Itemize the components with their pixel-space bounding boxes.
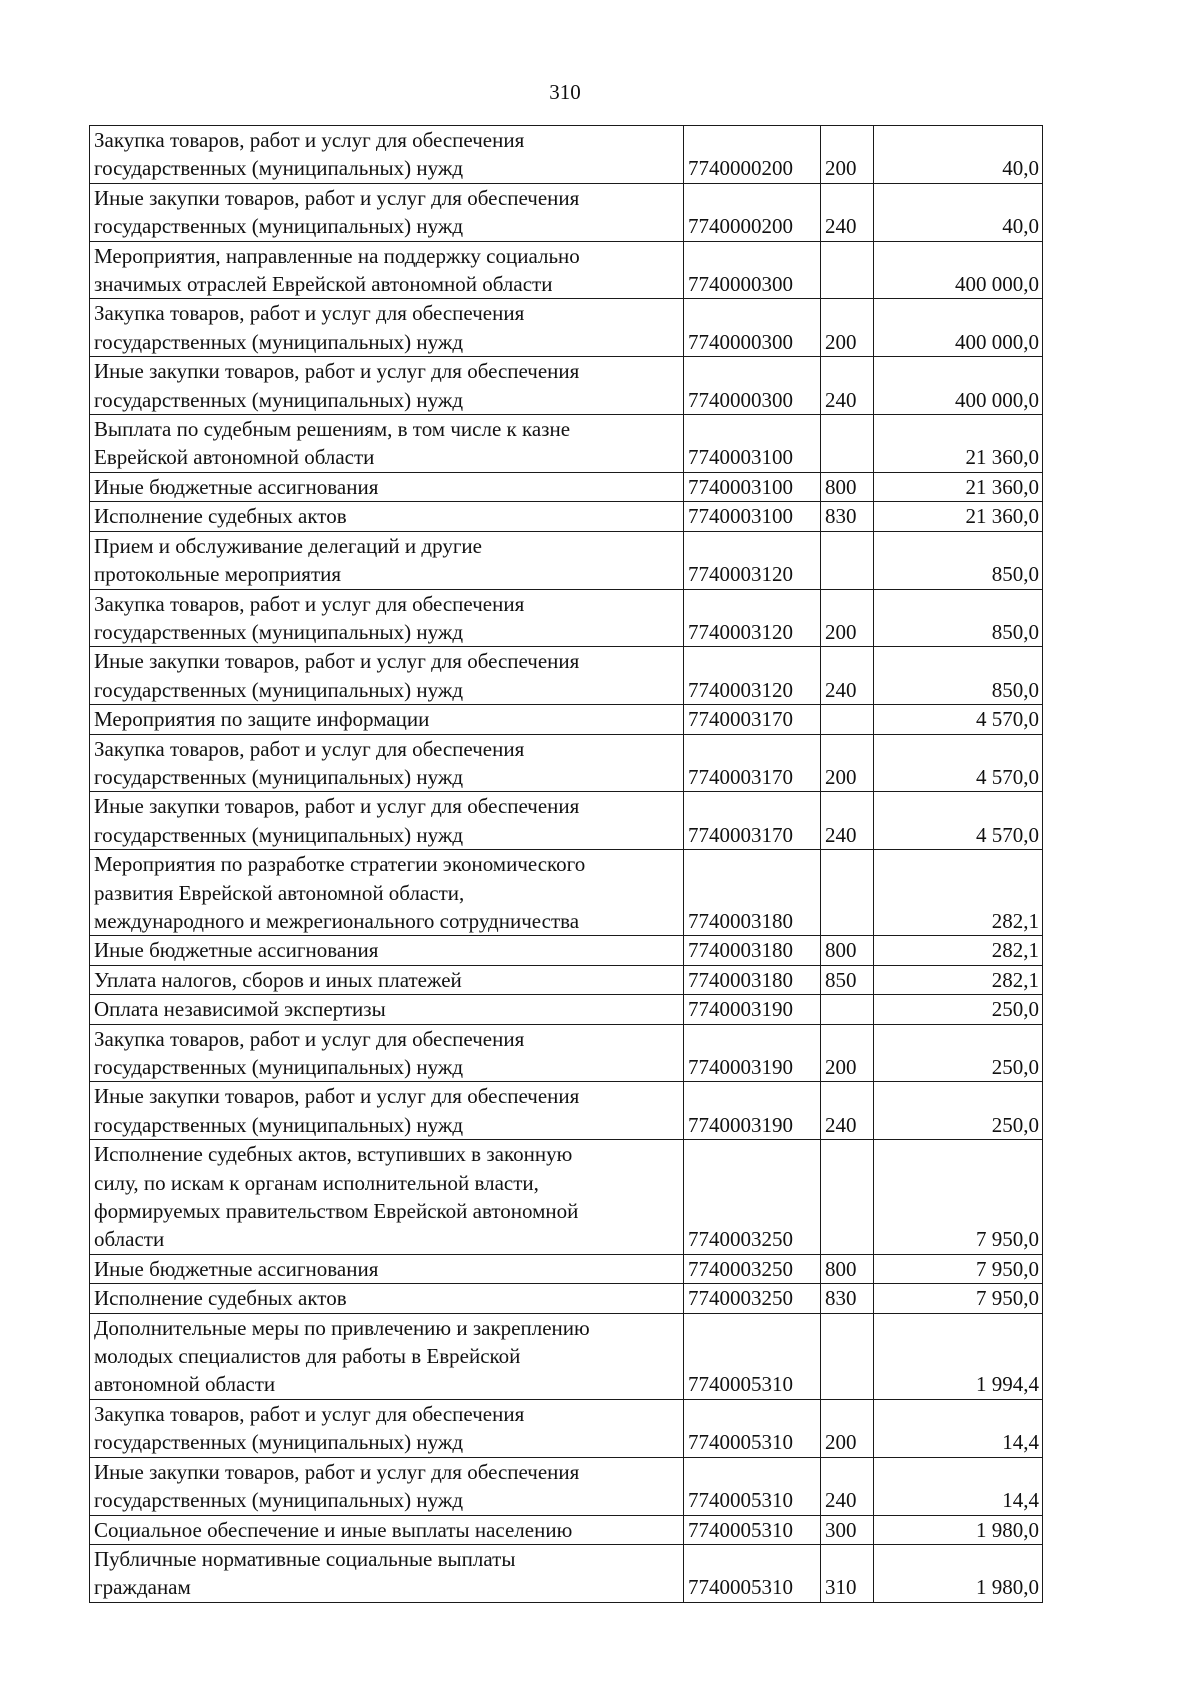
expense-type-cell: 240	[821, 647, 874, 705]
target-code-cell: 7740003180	[684, 850, 821, 936]
expense-name-line: области	[94, 1227, 165, 1252]
amount-cell: 400 000,0	[874, 241, 1043, 299]
expense-name-line: государственных (муниципальных) нужд	[94, 619, 464, 644]
expense-name-cell	[90, 1544, 684, 1602]
expense-name-cell	[90, 1140, 684, 1255]
expense-name-line: Закупка товаров, работ и услуг для обеспечения	[94, 591, 525, 616]
target-code-cell: 7740003250	[684, 1284, 821, 1313]
expense-name-cell	[90, 241, 684, 299]
expense-name-line: государственных (муниципальных) нужд	[94, 1055, 464, 1079]
target-code-cell: 7740003120	[684, 589, 821, 647]
target-code-cell: 7740000300	[684, 299, 821, 357]
expense-name-line: Иные закупки товаров, работ и услуг для обеспечения	[94, 359, 580, 384]
amount-cell: 40,0	[874, 126, 1043, 184]
expense-name-cell	[90, 1457, 684, 1515]
expense-name-line: Закупка товаров, работ и услуг для обеспечения	[94, 1401, 525, 1426]
target-code-cell: 7740003190	[684, 995, 821, 1024]
expense-name-cell	[90, 792, 684, 850]
expense-name-line: Мероприятия по разработке стратегии экономического	[94, 852, 586, 877]
expense-name-line: Оплата независимой экспертизы	[94, 997, 386, 1022]
table-row	[90, 241, 1043, 299]
table-row	[90, 531, 1043, 589]
expense-name-line: государственных (муниципальных) нужд	[94, 156, 464, 181]
amount-cell: 1 980,0	[874, 1544, 1043, 1602]
expense-name-line: Иные закупки товаров, работ и услуг для обеспечения	[94, 649, 580, 674]
target-code-cell: 7740003120	[684, 531, 821, 589]
expense-type-cell: 830	[821, 502, 874, 531]
target-code-cell: 7740003170	[684, 792, 821, 850]
expense-name-line: Исполнение судебных актов	[94, 504, 347, 529]
expense-name-cell	[90, 1313, 684, 1399]
expense-name-cell	[90, 965, 684, 994]
target-code-cell: 7740003180	[684, 936, 821, 965]
expense-name-line: молодых специалистов для работы в Еврейской	[94, 1344, 521, 1369]
table-row	[90, 792, 1043, 850]
target-code-cell: 7740003190	[684, 1082, 821, 1140]
expense-name-line: Иные бюджетные ассигнования	[94, 474, 379, 499]
expense-name-line: Закупка товаров, работ и услуг для обеспечения	[94, 736, 525, 761]
table-row	[90, 936, 1043, 965]
expense-type-cell: 240	[821, 183, 874, 241]
table-row	[90, 299, 1043, 357]
target-code-cell: 7740003100	[684, 502, 821, 531]
target-code-cell: 7740003250	[684, 1254, 821, 1283]
amount-cell: 7 950,0	[874, 1140, 1043, 1255]
table-row	[90, 1544, 1043, 1602]
table-row	[90, 126, 1043, 184]
amount-cell: 21 360,0	[874, 415, 1043, 473]
amount-cell: 7 950,0	[874, 1254, 1043, 1283]
table-row	[90, 1024, 1043, 1082]
target-code-cell: 7740003180	[684, 965, 821, 994]
expense-type-cell: 200	[821, 126, 874, 184]
expense-name-line: развития Еврейской автономной области,	[94, 880, 465, 905]
amount-cell: 1 994,4	[874, 1313, 1043, 1399]
expense-name-line: автономной области	[94, 1372, 276, 1397]
budget-table	[89, 125, 1043, 1603]
expense-name-line: Мероприятия по защите информации	[94, 707, 430, 732]
table-row	[90, 1140, 1043, 1255]
target-code-cell: 7740005310	[684, 1544, 821, 1602]
target-code-cell: 7740005310	[684, 1457, 821, 1515]
amount-cell: 40,0	[874, 183, 1043, 241]
amount-cell: 282,1	[874, 965, 1043, 994]
expense-name-line: государственных (муниципальных) нужд	[94, 1488, 464, 1513]
expense-name-line: Иные закупки товаров, работ и услуг для обеспечения	[94, 185, 580, 210]
expense-name-line: Иные бюджетные ассигнования	[94, 1256, 379, 1281]
amount-cell: 4 570,0	[874, 705, 1043, 734]
amount-cell: 850,0	[874, 531, 1043, 589]
expense-name-line: международного и межрегионального сотрудничества	[94, 908, 580, 933]
expense-name-cell	[90, 1284, 684, 1313]
expense-type-cell: 240	[821, 792, 874, 850]
target-code-cell: 7740000200	[684, 183, 821, 241]
table-row	[90, 850, 1043, 936]
expense-name-line: Иные закупки товаров, работ и услуг для обеспечения	[94, 1459, 580, 1484]
expense-type-cell	[821, 1140, 874, 1255]
expense-name-line: формируемых правительством Еврейской автономной	[94, 1199, 579, 1224]
amount-cell: 250,0	[874, 995, 1043, 1024]
table-row	[90, 357, 1043, 415]
expense-name-line: гражданам	[94, 1575, 191, 1600]
expense-name-line: Иные закупки товаров, работ и услуг для обеспечения	[94, 794, 580, 819]
expense-name-cell	[90, 357, 684, 415]
expense-name-line: государственных (муниципальных) нужд	[94, 387, 464, 412]
expense-name-cell	[90, 126, 684, 184]
expense-type-cell: 850	[821, 965, 874, 994]
amount-cell: 14,4	[874, 1399, 1043, 1457]
target-code-cell: 7740003170	[684, 705, 821, 734]
expense-name-line: Дополнительные меры по привлечению и закреплению	[94, 1315, 590, 1340]
expense-name-cell	[90, 299, 684, 357]
expense-name-line: значимых отраслей Еврейской автономной области	[94, 272, 553, 297]
expense-name-line: Публичные нормативные социальные выплаты	[94, 1546, 516, 1571]
expense-name-line: силу, по искам к органам исполнительной власти,	[94, 1170, 539, 1195]
table-row	[90, 1284, 1043, 1313]
expense-name-cell	[90, 183, 684, 241]
target-code-cell: 7740003170	[684, 734, 821, 792]
expense-name-line: государственных (муниципальных) нужд	[94, 214, 464, 239]
expense-name-cell	[90, 995, 684, 1024]
amount-cell: 850,0	[874, 589, 1043, 647]
expense-type-cell: 240	[821, 1457, 874, 1515]
expense-name-line: государственных (муниципальных) нужд	[94, 677, 464, 702]
expense-name-cell	[90, 472, 684, 501]
expense-name-line: Прием и обслуживание делегаций и другие	[94, 533, 482, 558]
expense-name-line: Выплата по судебным решениям, в том числе к казне	[94, 417, 571, 442]
expense-type-cell	[821, 850, 874, 936]
expense-name-cell	[90, 415, 684, 473]
expense-type-cell: 240	[821, 1082, 874, 1140]
table-row	[90, 995, 1043, 1024]
expense-name-cell	[90, 1024, 684, 1082]
table-row	[90, 965, 1043, 994]
amount-cell: 400 000,0	[874, 357, 1043, 415]
expense-name-cell	[90, 705, 684, 734]
table-row	[90, 1515, 1043, 1544]
target-code-cell: 7740003100	[684, 472, 821, 501]
expense-name-cell	[90, 1399, 684, 1457]
table-row	[90, 1254, 1043, 1283]
expense-name-line: государственных (муниципальных) нужд	[94, 764, 464, 789]
target-code-cell: 7740005310	[684, 1313, 821, 1399]
amount-cell: 850,0	[874, 647, 1043, 705]
target-code-cell: 7740003100	[684, 415, 821, 473]
expense-name-cell	[90, 589, 684, 647]
expense-name-cell	[90, 502, 684, 531]
target-code-cell: 7740005310	[684, 1399, 821, 1457]
table-row	[90, 502, 1043, 531]
budget-table-body	[90, 126, 1043, 1603]
expense-type-cell: 800	[821, 936, 874, 965]
expense-name-cell	[90, 1515, 684, 1544]
expense-name-cell	[90, 1254, 684, 1283]
expense-type-cell: 300	[821, 1515, 874, 1544]
table-row	[90, 589, 1043, 647]
expense-name-line: Иные бюджетные ассигнования	[94, 938, 379, 963]
expense-name-line: Закупка товаров, работ и услуг для обеспечения	[94, 128, 525, 152]
expense-type-cell: 310	[821, 1544, 874, 1602]
expense-name-line: Исполнение судебных актов, вступивших в законную	[94, 1142, 573, 1167]
amount-cell: 250,0	[874, 1024, 1043, 1082]
expense-name-line: Уплата налогов, сборов и иных платежей	[94, 967, 462, 992]
amount-cell: 400 000,0	[874, 299, 1043, 357]
expense-type-cell	[821, 1313, 874, 1399]
table-row	[90, 1082, 1043, 1140]
amount-cell: 14,4	[874, 1457, 1043, 1515]
target-code-cell: 7740000300	[684, 357, 821, 415]
amount-cell: 250,0	[874, 1082, 1043, 1140]
table-row	[90, 472, 1043, 501]
table-row	[90, 1313, 1043, 1399]
expense-type-cell	[821, 415, 874, 473]
expense-name-cell	[90, 850, 684, 936]
target-code-cell: 7740000300	[684, 241, 821, 299]
target-code-cell: 7740000200	[684, 126, 821, 184]
amount-cell: 282,1	[874, 936, 1043, 965]
expense-type-cell: 200	[821, 734, 874, 792]
expense-type-cell: 200	[821, 1024, 874, 1082]
expense-type-cell	[821, 705, 874, 734]
expense-name-line: государственных (муниципальных) нужд	[94, 822, 464, 847]
table-row	[90, 734, 1043, 792]
amount-cell: 7 950,0	[874, 1284, 1043, 1313]
expense-name-cell	[90, 647, 684, 705]
expense-type-cell: 830	[821, 1284, 874, 1313]
amount-cell: 4 570,0	[874, 792, 1043, 850]
target-code-cell: 7740005310	[684, 1515, 821, 1544]
amount-cell: 21 360,0	[874, 472, 1043, 501]
expense-type-cell: 800	[821, 1254, 874, 1283]
expense-name-cell	[90, 1082, 684, 1140]
expense-name-line: государственных (муниципальных) нужд	[94, 1112, 464, 1137]
expense-type-cell: 200	[821, 589, 874, 647]
expense-name-cell	[90, 531, 684, 589]
amount-cell: 1 980,0	[874, 1515, 1043, 1544]
table-row	[90, 415, 1043, 473]
expense-type-cell: 800	[821, 472, 874, 501]
expense-name-cell	[90, 734, 684, 792]
expense-name-line: государственных (муниципальных) нужд	[94, 329, 464, 354]
expense-type-cell	[821, 241, 874, 299]
amount-cell: 282,1	[874, 850, 1043, 936]
expense-name-line: Мероприятия, направленные на поддержку социально	[94, 243, 580, 268]
table-row	[90, 647, 1043, 705]
table-row	[90, 183, 1043, 241]
expense-name-line: протокольные мероприятия	[94, 562, 342, 587]
expense-name-line: Исполнение судебных актов	[94, 1286, 347, 1311]
page-number: 310	[549, 80, 581, 104]
expense-type-cell	[821, 995, 874, 1024]
target-code-cell: 7740003190	[684, 1024, 821, 1082]
expense-type-cell: 200	[821, 299, 874, 357]
expense-name-line: Еврейской автономной области	[94, 445, 375, 470]
table-row	[90, 1457, 1043, 1515]
expense-name-line: Социальное обеспечение и иные выплаты населению	[94, 1517, 573, 1542]
expense-name-line: Закупка товаров, работ и услуг для обеспечения	[94, 301, 525, 326]
expense-name-line: Иные закупки товаров, работ и услуг для обеспечения	[94, 1084, 580, 1109]
table-row	[90, 705, 1043, 734]
target-code-cell: 7740003250	[684, 1140, 821, 1255]
amount-cell: 21 360,0	[874, 502, 1043, 531]
target-code-cell: 7740003120	[684, 647, 821, 705]
amount-cell: 4 570,0	[874, 734, 1043, 792]
expense-name-line: государственных (муниципальных) нужд	[94, 1430, 464, 1455]
expense-type-cell	[821, 531, 874, 589]
expense-name-cell	[90, 936, 684, 965]
table-row	[90, 1399, 1043, 1457]
expense-type-cell: 240	[821, 357, 874, 415]
expense-type-cell: 200	[821, 1399, 874, 1457]
expense-name-line: Закупка товаров, работ и услуг для обеспечения	[94, 1026, 525, 1051]
